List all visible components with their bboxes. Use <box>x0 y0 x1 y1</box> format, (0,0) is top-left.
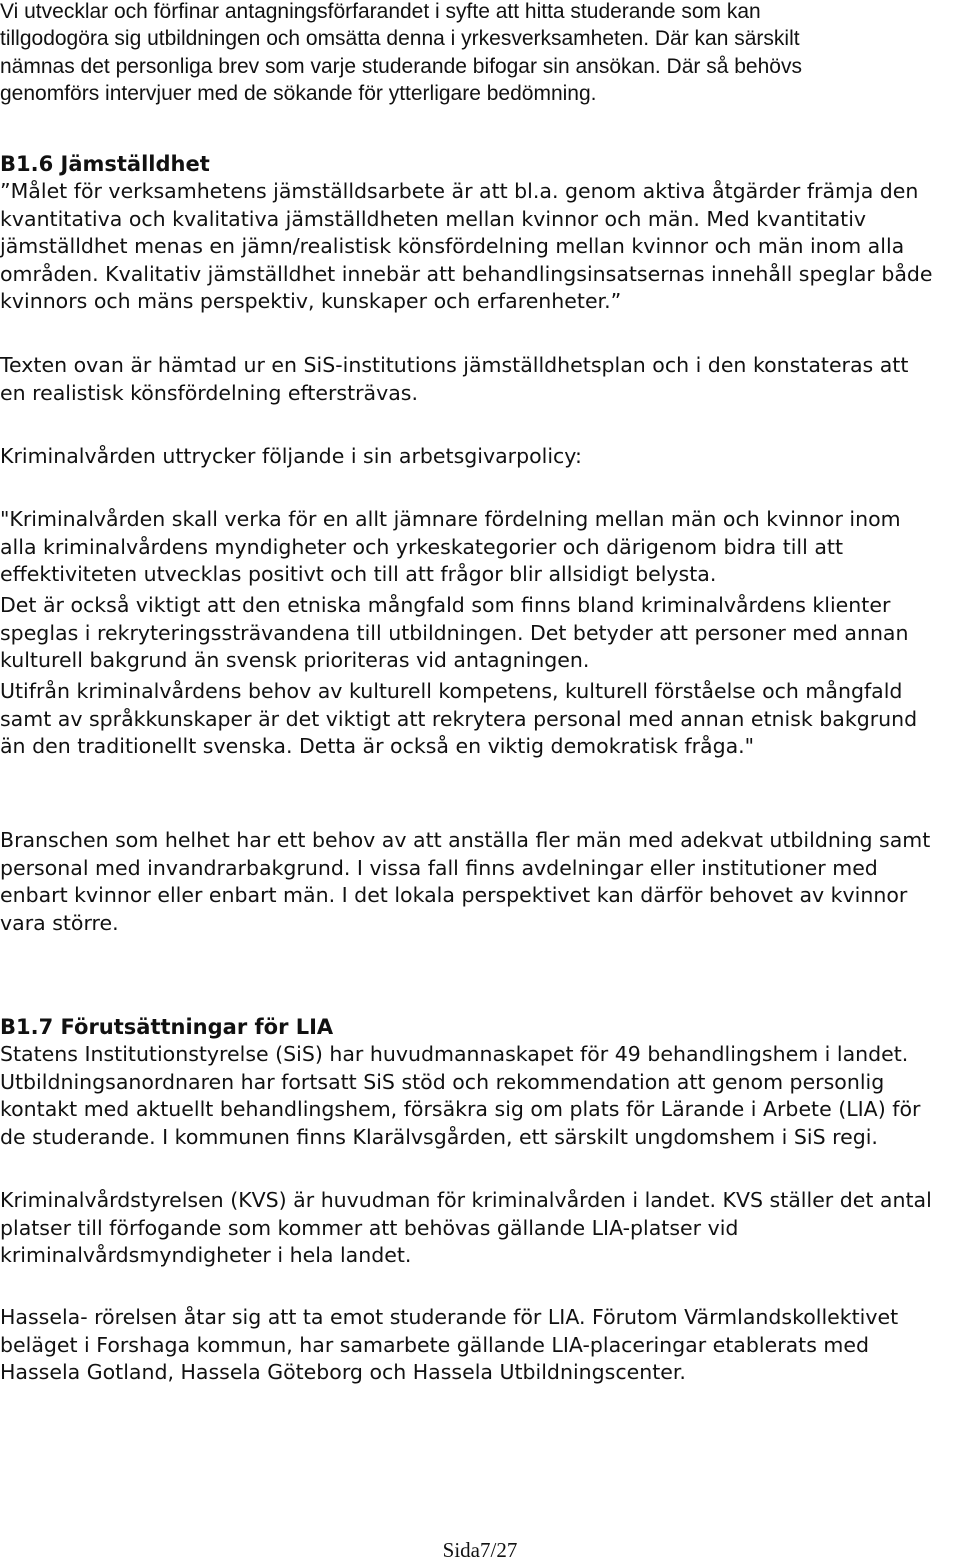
page-number: Sida7/27 <box>442 1538 518 1562</box>
policy-quote-part-3: Utifrån kriminalvårdens behov av kulturell kompetens, kulturell förståelse och mångfald samt av språkkunskaper är det viktigt att rekrytera personal med annan etnisk bakgrund än den traditionellt svenska. Detta är också en viktig demokratisk fråga." <box>0 679 918 758</box>
hassela-paragraph <box>0 1304 960 1387</box>
section-heading: B1.6 Jämställdhet <box>0 152 210 176</box>
intro-paragraph <box>0 0 960 107</box>
section-heading: B1.7 Förutsättningar för LIA <box>0 1015 334 1039</box>
kriminalvarden-intro-text: Kriminalvården uttrycker följande i sin arbetsgivarpolicy: <box>0 444 582 468</box>
kriminalvarden-policy-quote <box>0 506 960 589</box>
kriminalvarden-policy-quote-2 <box>0 592 960 675</box>
kriminalvarden-policy-quote-3 <box>0 678 960 761</box>
policy-quote-part-1: "Kriminalvården skall verka för en allt jämnare fördelning mellan män och kvinnor inom alla kriminalvårdens myndigheter och yrkeskategorier och därigenom bidra till att effektiviteten utvecklas positivt och till att frågor blir allsidigt belysta. <box>0 507 901 586</box>
kriminalvarden-intro <box>0 443 960 471</box>
kvs-paragraph <box>0 1187 960 1270</box>
source-note-paragraph <box>0 352 960 407</box>
sis-text: Statens Institutionstyrelse (SiS) har huvudmannaskapet för 49 behandlingshem i landet. Utbildningsanordnaren har fortsatt SiS stöd och rekommendation att genom personlig kontakt med aktuellt behandlingshem, försäkra sig om plats för Lärande i Arbete (LIA) för de studerande. I kommunen finns Klarälvsgården, ett särskilt ungdomshem i SiS regi. <box>0 1042 921 1149</box>
branch-text: Branschen som helhet har ett behov av att anställa fler män med adekvat utbildning samt personal med invandrarbakgrund. I vissa fall finns avdelningar eller institutioner med enbart kvinnor eller enbart män. I det lokala perspektivet kan därför behovet av kvinnor vara större. <box>0 828 931 935</box>
intro-text: Vi utvecklar och förfinar antagningsförfarandet i syfte att hitta studerande som kan tillgodogöra sig utbildningen och omsätta denna i yrkesverksamheten. Där kan särskilt nämnas det personliga brev som varje studerande bifogar sin ansökan. Där så behövs genomförs intervjuer med de sökande för ytterligare bedömning. <box>0 0 802 105</box>
source-note-text: Texten ovan är hämtad ur en SiS-institutions jämställdhetsplan och i den konstateras att en realistisk könsfördelning eftersträvas. <box>0 353 909 405</box>
policy-quote-part-2: Det är också viktigt att den etniska mångfald som finns bland kriminalvårdens klienter speglas i rekryteringssträvandena till utbildningen. Det betyder att personer med annan kulturell bakgrund än svensk prioriteras vid antagningen. <box>0 593 909 672</box>
hassela-text: Hassela- rörelsen åtar sig att ta emot studerande för LIA. Förutom Värmlandskollektivet beläget i Forshaga kommun, har samarbete gällande LIA-placeringar etablerats med Hassela Gotland, Hassela Göteborg och Hassela Utbildningscenter. <box>0 1305 899 1384</box>
equality-quote <box>0 178 960 316</box>
quote-text: ”Målet för verksamhetens jämställdsarbete är att bl.a. genom aktiva åtgärder främja den kvantitativa och kvalitativa jämställdheten mellan kvinnor och män. Med kvantitativ jämställdhet menas en jämn/realistisk könsfördelning mellan kvinnor och män inom alla områden. Kvalitativ jämställdhet innebär att behandlingsinsatsernas innehåll speglar både kvinnors och mäns perspektiv, kunskaper och erfarenheter.” <box>0 179 933 313</box>
sis-paragraph <box>0 1041 960 1151</box>
kvs-text: Kriminalvårdstyrelsen (KVS) är huvudman för kriminalvården i landet. KVS ställer det antal platser till förfogande som kommer att behövas gällande LIA-platser vid kriminalvårdsmyndigheter i hela landet. <box>0 1188 932 1267</box>
branch-paragraph <box>0 827 960 937</box>
section-b16-heading <box>0 150 960 178</box>
section-b17-heading <box>0 1013 960 1041</box>
